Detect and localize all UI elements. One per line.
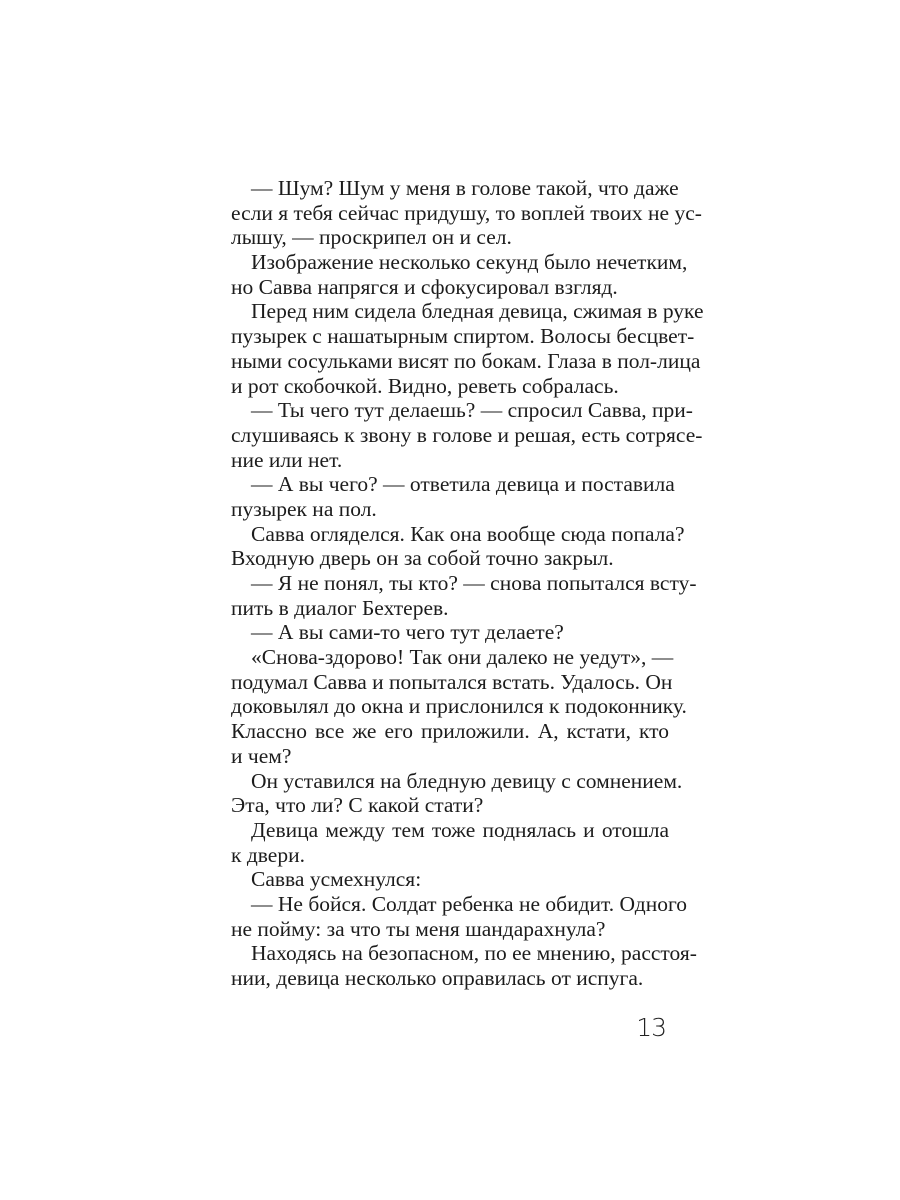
text-line: Эта, что ли? С какой стати?	[231, 793, 484, 818]
page-number: 13	[636, 1013, 666, 1042]
page-body-text	[231, 176, 704, 991]
text-line: пузырек с нашатырным спиртом. Волосы бесцвет-	[231, 324, 695, 349]
text-line: Входную дверь он за собой точно закрыл.	[231, 546, 614, 571]
text-line: пить в диалог Бехтерев.	[231, 595, 449, 620]
text-line: — Ты чего тут делаешь? — спросил Савва, при-	[251, 398, 693, 423]
text-line: — А вы чего? — ответила девица и поставила	[251, 472, 675, 497]
text-line: нии, девица несколько оправилась от испуга.	[231, 966, 644, 990]
text-line: ными сосульками висят по бокам. Глаза в пол-лица	[231, 348, 701, 373]
text-line: подумал Савва и попытался встать. Удалось. Он	[231, 669, 673, 694]
text-line: — Не бойся. Солдат ребенка не обидит. Одного	[251, 891, 688, 916]
text-line: доковылял до окна и прислонился к подоконнику.	[231, 694, 687, 719]
text-line: Девица между тем тоже поднялась и отошла	[251, 817, 669, 842]
text-line: — Я не понял, ты кто? — снова попытался всту-	[251, 571, 697, 595]
text-line: Савва огляделся. Как она вообще сюда попала?	[251, 521, 685, 546]
text-line: и чем?	[231, 743, 292, 768]
text-line: ние или нет.	[231, 447, 343, 472]
text-line: Савва усмехнулся:	[251, 867, 422, 892]
text-line: пузырек на пол.	[231, 496, 377, 521]
text-line: если я тебя сейчас придушу, то воплей твоих не ус-	[231, 200, 702, 225]
text-line: и рот скобочкой. Видно, реветь собралась.	[231, 373, 619, 398]
text-line: — А вы сами-то чего тут делаете?	[251, 620, 564, 645]
text-line: Классно все же его приложили. А, кстати, кто	[231, 719, 669, 744]
text-line: «Снова-здорово! Так они далеко не уедут», —	[251, 645, 674, 670]
text-line: Перед ним сидела бледная девица, сжимая в руке	[251, 299, 704, 324]
text-line: Находясь на безопасном, по ее мнению, расстоя-	[251, 941, 697, 966]
text-line: — Шум? Шум у меня в голове такой, что даже	[251, 176, 679, 200]
text-line: но Савва напрягся и сфокусировал взгляд.	[231, 274, 618, 299]
text-line: Он уставился на бледную девицу с сомнением.	[251, 768, 683, 793]
text-line: к двери.	[231, 842, 305, 867]
text-line: не пойму: за что ты меня шандарахнула?	[231, 916, 606, 941]
text-line: слушиваясь к звону в голове и решая, есть сотрясе-	[231, 422, 703, 447]
text-line: Изображение несколько секунд было нечетким,	[251, 250, 688, 275]
text-line: лышу, — проскрипел он и сел.	[231, 225, 512, 250]
